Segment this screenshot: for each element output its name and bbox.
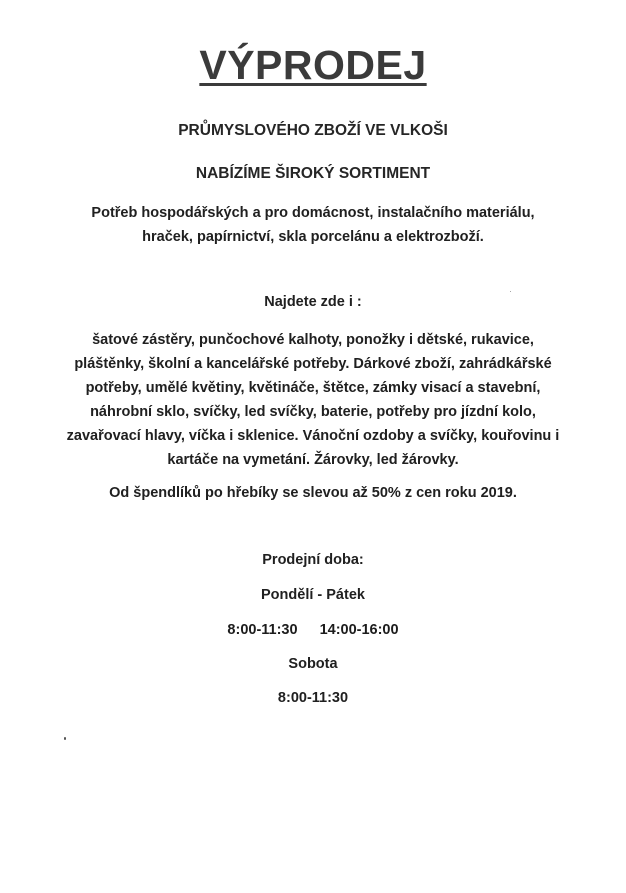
scan-speck xyxy=(64,737,66,740)
opening-hours-heading: Prodejní doba: xyxy=(262,552,364,568)
items-line: šatové zástěry, punčochové kalhoty, ponožky i dětské, rukavice, xyxy=(92,332,534,348)
find-heading: Najdete zde i : xyxy=(264,294,362,310)
intro-line: Potřeb hospodářských a pro domácnost, instalačního materiálu, xyxy=(91,205,535,221)
weekdays-label: Pondělí - Pátek xyxy=(261,587,365,603)
subtitle-wide-assortment: NABÍZÍME ŠIROKÝ SORTIMENT xyxy=(195,165,431,182)
discount-notice: Od špendlíků po hřebíky se slevou až 50% z cen roku 2019. xyxy=(109,485,517,501)
weekdays-afternoon-hours: 14:00-16:00 xyxy=(319,622,399,638)
items-paragraph xyxy=(0,328,626,472)
items-line: kartáče na vymetání. Žárovky, led žárovky. xyxy=(167,452,459,468)
weekdays-morning-hours: 8:00-11:30 xyxy=(227,622,298,638)
items-line: náhrobní sklo, svíčky, led svíčky, baterie, potřeby pro jízdní kolo, xyxy=(90,404,536,420)
items-line: zavařovací hlavy, víčka i sklenice. Vánoční ozdoby a svíčky, kouřovinu i xyxy=(66,428,560,444)
scan-speck xyxy=(510,291,511,292)
items-line: pláštěnky, školní a kancelářské potřeby. Dárkové zboží, zahrádkářské xyxy=(74,356,552,372)
items-line: potřeby, umělé květiny, květináče, štětce, zámky visací a stavební, xyxy=(85,380,541,396)
subtitle-industrial-goods: PRŮMYSLOVÉHO ZBOŽÍ VE VLKOŠI xyxy=(178,122,448,139)
page-title: VÝPRODEJ xyxy=(199,42,427,88)
intro-paragraph xyxy=(0,201,626,249)
saturday-label: Sobota xyxy=(288,656,338,672)
saturday-hours: 8:00-11:30 xyxy=(277,690,349,706)
weekdays-hours xyxy=(0,620,626,640)
intro-line: hraček, papírnictví, skla porcelánu a elektrozboží. xyxy=(142,229,484,245)
